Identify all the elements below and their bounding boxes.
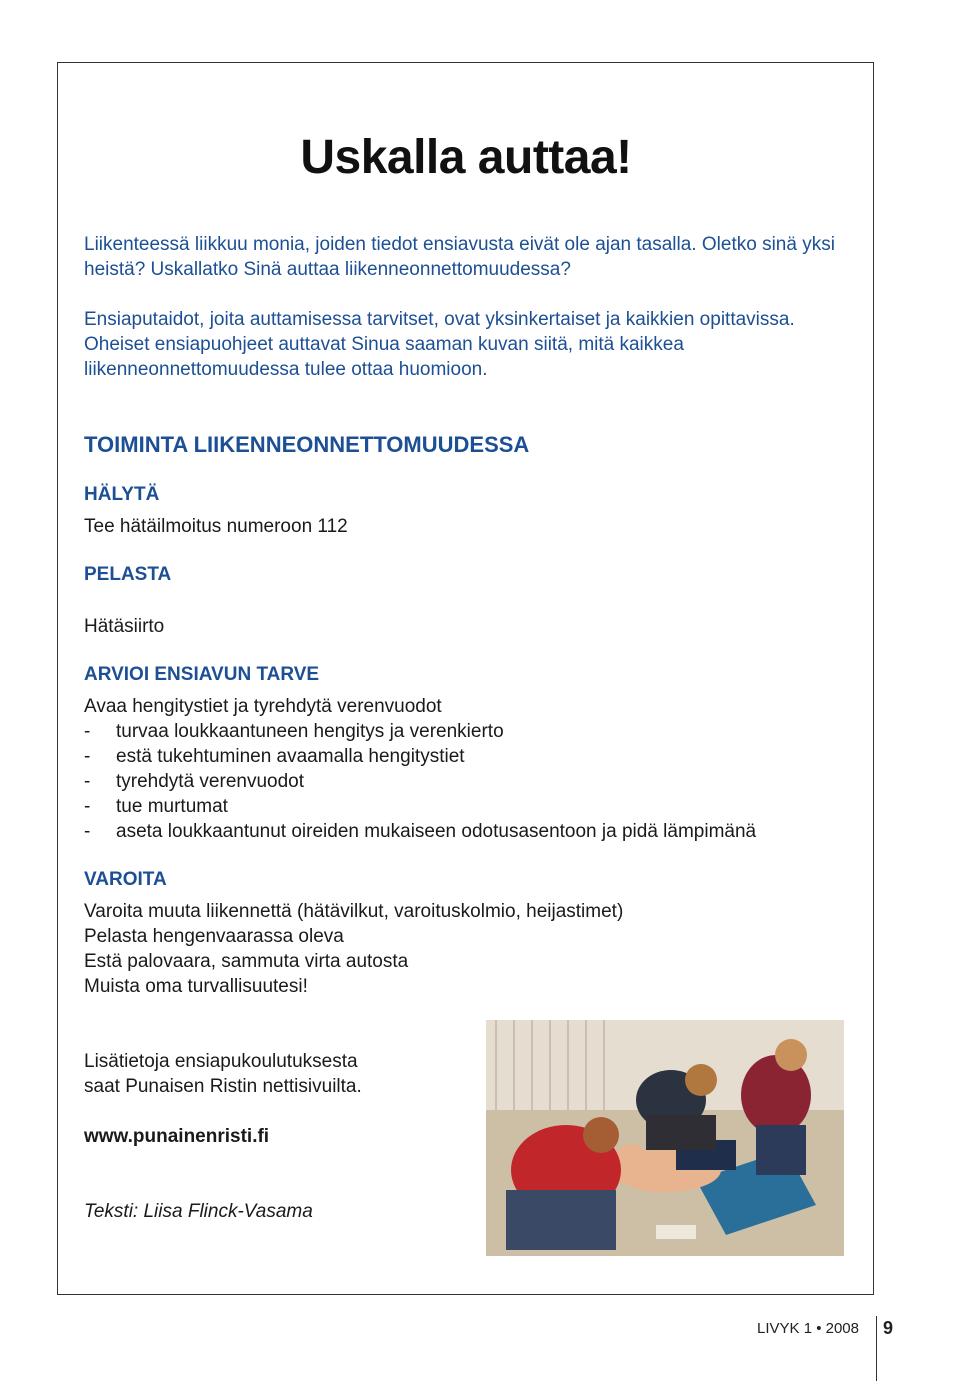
list-item: - turvaa loukkaantuneen hengitys ja verenkierto bbox=[84, 721, 504, 742]
author-credit: Teksti: Liisa Flinck-Vasama bbox=[84, 1201, 313, 1222]
varoita-line: Muista oma turvallisuutesi! bbox=[84, 976, 308, 997]
arvioi-list bbox=[84, 719, 864, 844]
section-heading: TOIMINTA LIIKENNEONNETTOMUUDESSA bbox=[84, 432, 530, 457]
varoita-line: Varoita muuta liikennettä (hätävilkut, varoituskolmio, heijastimet) bbox=[84, 901, 624, 922]
list-item: - aseta loukkaantunut oireiden mukaiseen odotusasentoon ja pidä lämpimänä bbox=[84, 821, 757, 842]
arvioi-block bbox=[84, 694, 864, 844]
list-item: - tue murtumat bbox=[84, 796, 228, 817]
varoita-heading: VAROITA bbox=[84, 869, 167, 890]
website-link[interactable]: www.punainenristi.fi bbox=[84, 1126, 270, 1147]
intro-text bbox=[84, 232, 864, 382]
first-aid-photo bbox=[486, 1020, 844, 1256]
arvioi-lead: Avaa hengitystiet ja tyrehdytä verenvuodot bbox=[84, 696, 442, 717]
intro-paragraph-1: Liikenteessä liikkuu monia, joiden tiedot ensiavusta eivät ole ajan tasalla. Oletko sinä yksi heistä? Uskallatko Sinä auttaa liikenneonnettomuudessa? bbox=[84, 234, 835, 280]
list-item: - estä tukehtuminen avaamalla hengitystiet bbox=[84, 746, 465, 767]
page-title: Uskalla auttaa! bbox=[300, 131, 632, 184]
halyta-heading: HÄLYTÄ bbox=[84, 484, 160, 505]
footer-divider bbox=[876, 1316, 877, 1381]
varoita-block bbox=[84, 899, 623, 999]
list-item: - tyrehdytä verenvuodot bbox=[84, 771, 305, 792]
pelasta-heading: PELASTA bbox=[84, 564, 172, 585]
pelasta-text: Hätäsiirto bbox=[84, 616, 165, 637]
halyta-text: Tee hätäilmoitus numeroon 112 bbox=[84, 516, 348, 537]
more-info-text: Lisätietoja ensiapukoulutuksesta saat Punaisen Ristin nettisivuilta. bbox=[84, 1051, 362, 1097]
intro-paragraph-2: Ensiaputaidot, joita auttamisessa tarvitset, ovat yksinkertaiset ja kaikkien opittavissa. Oheiset ensiapuohjeet auttavat Sinua saaman kuvan siitä, mitä kaikkea liikenneonnettomuudessa tulee ottaa huomioon. bbox=[84, 309, 795, 380]
issue-label: LIVYK 1 • 2008 bbox=[757, 1320, 859, 1337]
arvioi-heading: ARVIOI ENSIAVUN TARVE bbox=[84, 664, 320, 685]
varoita-line: Estä palovaara, sammuta virta autosta bbox=[84, 951, 409, 972]
varoita-line: Pelasta hengenvaarassa oleva bbox=[84, 926, 344, 947]
page-number: 9 bbox=[883, 1318, 894, 1338]
